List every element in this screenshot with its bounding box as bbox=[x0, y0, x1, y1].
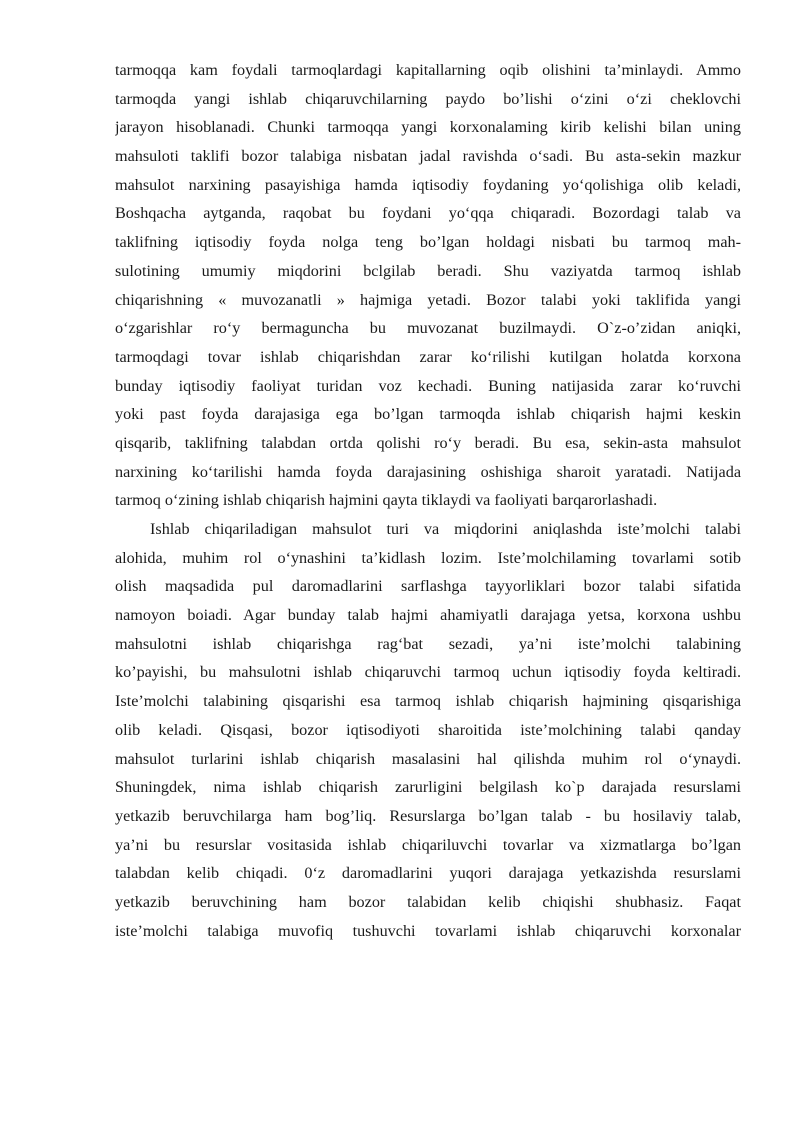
text-line: narxining ko‘tarilishi hamda foyda darajasining oshishiga sharoit yaratadi. Natijada bbox=[115, 462, 741, 481]
text-line: qisqarib, taklifning talabdan ortda qolishi ro‘y beradi. Bu esa, sekin-asta mahsulot bbox=[115, 433, 741, 452]
text-line: alohida, muhim rol o‘ynashini ta’kidlash lozim. Iste’molchilaming tovarlami sotib bbox=[115, 548, 741, 567]
text-line: mahsulotni ishlab chiqarishga rag‘bat sezadi, ya’ni iste’molchi talabining bbox=[115, 634, 741, 653]
text-line: iste’molchi talabiga muvofiq tushuvchi tovarlami ishlab chiqaruvchi korxonalar bbox=[115, 921, 741, 940]
text-line: tarmoq o‘zining ishlab chiqarish hajmini qayta tiklaydi va faoliyati barqarorlashadi. bbox=[115, 491, 658, 510]
text-line: chiqarishning « muvozanatli » hajmiga yetadi. Bozor talabi yoki taklifida yangi bbox=[115, 290, 741, 309]
text-line: Boshqacha aytganda, raqobat bu foydani yo‘qqa chiqaradi. Bozordagi talab va bbox=[115, 204, 741, 223]
text-line: yetkazib beruvchilarga ham bog’liq. Resurslarga bo’lgan talab - bu hosilaviy talab, bbox=[115, 806, 741, 825]
text-line: Ishlab chiqariladigan mahsulot turi va miqdorini aniqlashda iste’molchi talabi bbox=[150, 520, 741, 538]
text-line: taklifning iqtisodiy foyda nolga teng bo’lgan holdagi nisbati bu tarmoq mah- bbox=[115, 233, 741, 252]
text-line: ya’ni bu resurslar vositasida ishlab chiqariluvchi tovarlar va xizmatlarga bo’lgan bbox=[115, 835, 741, 854]
text-line: o‘zgarishlar ro‘y bermaguncha bu muvozanat buzilmaydi. O`z-o’zidan aniqki, bbox=[115, 319, 741, 338]
text-line: sulotining umumiy miqdorini bclgilab beradi. Shu vaziyatda tarmoq ishlab bbox=[115, 261, 741, 280]
text-line: bunday iqtisodiy faoliyat turidan voz kechadi. Buning natijasida zarar ko‘ruvchi bbox=[115, 376, 741, 395]
text-line: talabdan kelib chiqadi. 0‘z daromadlarini yuqori darajaga yetkazishda resurslami bbox=[115, 864, 741, 883]
text-line: yetkazib beruvchining ham bozor talabidan kelib chiqishi shubhasiz. Faqat bbox=[115, 892, 741, 911]
text-line: tarmoqda yangi ishlab chiqaruvchilarning paydo bo’lishi o‘zini o‘zi cheklovchi bbox=[115, 89, 741, 108]
paragraph-1 bbox=[115, 56, 741, 515]
text-line: Iste’molchi talabining qisqarishi esa tarmoq ishlab chiqarish hajmining qisqarishiga bbox=[115, 692, 741, 711]
text-line: tarmoqqa kam foydali tarmoqlardagi kapitallarning oqib olishini ta’minlaydi. Ammo bbox=[115, 61, 741, 79]
text-line: ko’payishi, bu mahsulotni ishlab chiqaruvchi tarmoq uchun iqtisodiy foyda keltiradi. bbox=[115, 663, 741, 682]
text-line: mahsulot narxining pasayishiga hamda iqtisodiy foydaning yo‘qolishiga olib keladi, bbox=[115, 175, 741, 194]
text-line: namoyon boiadi. Agar bunday talab hajmi ahamiyatli darajaga yetsa, korxona ushbu bbox=[115, 606, 741, 625]
text-line: tarmoqdagi tovar ishlab chiqarishdan zarar ko‘rilishi kutilgan holatda korxona bbox=[115, 347, 741, 366]
text-line: jarayon hisoblanadi. Chunki tarmoqqa yangi korxonalaming kirib kelishi bilan uning bbox=[115, 118, 741, 137]
text-line: olish maqsadida pul daromadlarini sarflashga tayyorliklari bozor talabi sifatida bbox=[115, 577, 741, 596]
text-line: yoki past foyda darajasiga ega bo’lgan tarmoqda ishlab chiqarish hajmi keskin bbox=[115, 405, 741, 424]
text-line: mahsulot turlarini ishlab chiqarish masalasini hal qilishda muhim rol o‘ynaydi. bbox=[115, 749, 741, 768]
text-line: olib keladi. Qisqasi, bozor iqtisodiyoti sharoitida iste’molchining talabi qanday bbox=[115, 720, 741, 739]
document-page bbox=[115, 56, 741, 945]
text-line: mahsuloti taklifi bozor talabiga nisbatan jadal ravishda o‘sadi. Bu asta-sekin mazkur bbox=[115, 147, 741, 166]
paragraph-2 bbox=[115, 515, 741, 945]
text-line: Shuningdek, nima ishlab chiqarish zarurligini belgilash ko`p darajada resurslami bbox=[115, 778, 741, 797]
